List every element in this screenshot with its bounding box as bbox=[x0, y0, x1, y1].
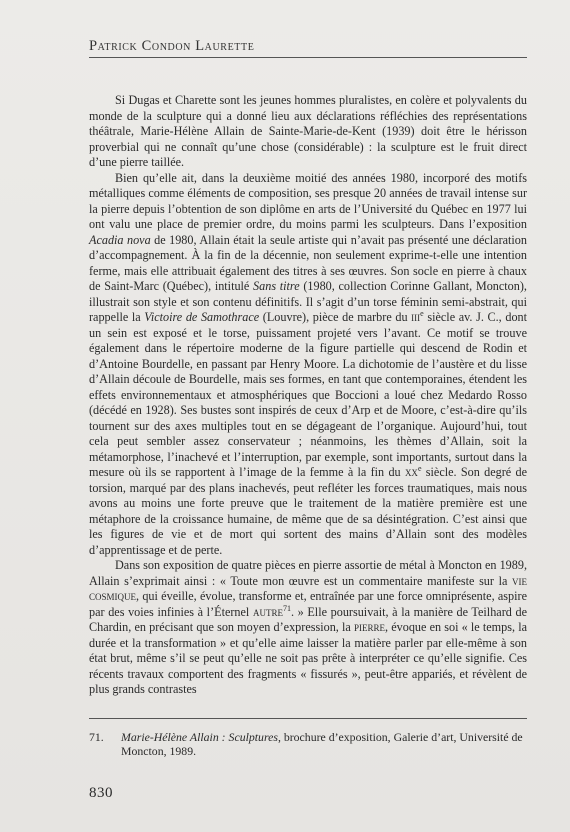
footnote-text: , brochure d’exposition, Galerie d’art, Université de Moncton, 1989. bbox=[121, 730, 523, 758]
p2-text-c: (1980, collection Corinne Gallant, Moncton), illustrait son style et son contenu définitifs. Il s’agit d’un torse féminin semi-abstrait, qui rappelle la bbox=[89, 279, 527, 324]
term-pierre: pierre bbox=[353, 620, 385, 634]
footnote-number: 71. bbox=[89, 730, 104, 744]
paragraph-2 bbox=[89, 171, 527, 559]
p2-text-a: Bien qu’elle ait, dans la deuxième moitié des années 1980, incorporé des motifs métalliques comme éléments de composition, ses presque 20 années de travail intense sur la pierre depuis l’obtention de son diplôme en arts de l’Université du Québec en 1977 lui ont valu une place de premier ordre, du moins parmi les sculpteurs. Dans l’exposition bbox=[89, 170, 527, 231]
p2-text-e: siècle av. J. C., dont un sein est exposé et le torse, puissament projeté vers l’avant. Ce motif se trouve également dans le répertoire moderne de la figure partielle qui descend de Rodin et d’Antoine Bourdelle, en passant par Henry Moore. La dichotomie de l’austère et du lisse d’Allain découle de Bourdelle, mais ses formes, en tant que contemporaines, étendent les effets environnementaux et atmosphériques que Boccioni a loué chez Medardo Rosso (décédé en 1928). Ses bustes sont inspirés de ceux d’Arp et de Moore, c’est-à-dire qu’ils tournent sur des axes multiples tout en se dégageant de l’organique. Aujourd’hui, tout cela peut sembler assez conservateur ; néanmoins, les thèmes d’Allain, soit la métamorphose, l’inachevé et l’interruption, par exemple, sont importants, surtout dans la mesure où ils se rapportent à l’image de la femme à la fin du bbox=[89, 310, 528, 479]
century-numeral-20: xx bbox=[404, 465, 418, 479]
page-number: 830 bbox=[89, 785, 113, 801]
term-autre: autre bbox=[252, 604, 283, 619]
paragraph-3 bbox=[89, 558, 527, 698]
title-acadia-nova: Acadia nova bbox=[89, 232, 151, 247]
title-victoire-samothrace: Victoire de Samothrace bbox=[144, 310, 260, 324]
century-suffix-2: e bbox=[417, 463, 422, 473]
footnote-ref-71: 71 bbox=[282, 603, 291, 613]
footnote-rule bbox=[89, 718, 527, 719]
running-header: Patrick Condon Laurette bbox=[89, 38, 255, 54]
p3-text-c: . » Elle poursuivait, à la manière de Teilhard de Chardin, en précisant que son moyen d’expression, la bbox=[89, 604, 527, 634]
term-vie-cosmique: vie cosmique bbox=[89, 573, 527, 603]
footnote-body bbox=[121, 730, 527, 758]
p3-text-b: , qui éveille, évolue, transforme et, entraînée par une force omniprésente, aspire par des voies infinies à l’Éternel bbox=[89, 589, 527, 619]
p2-text-f: siècle. Son degré de torsion, marqué par des plans inachevés, peut refléter les forces traumatiques, mais nous avons au moins une forte preuve que le traitement de la matière première est une métaphore de la croissance humaine, de même que de sa désintégration. C’est ainsi que les figures de vie et de mort qui sortent des mains d’Allain sont des modèles d’apprentissage et de perte. bbox=[89, 465, 527, 557]
p3-text-d: , évoque en soi « le temps, la durée et la transformation » et qu’elle aime laisser la matière parler par elle-même à son état brut, même s’il se peut qu’elle ne soit pas prête à interpréter ce qu’elle signifie. Ces récents travaux comportent des fragments « fissurés », peut-être appariés, et révèlent de plus grands contrastes bbox=[89, 620, 527, 696]
header-rule bbox=[89, 57, 527, 58]
footnote-title: Marie-Hélène Allain : Sculptures bbox=[121, 730, 278, 744]
paragraph-1-text: Si Dugas et Charette sont les jeunes hommes pluralistes, en colère et polyvalents du monde de la sculpture qui a donné lieu aux déclarations réfléchies des représentations théâtrale, Marie-Hélène Allain de Sainte-Marie-de-Kent (1939) doit être le hérisson proverbial qui ne connaît qu’une chose (considérable) : la sculpture est le fruit direct d’une pierre taillée. bbox=[89, 93, 527, 169]
p2-text-d: (Louvre), pièce de marbre du bbox=[259, 310, 412, 324]
century-numeral-3: iii bbox=[411, 310, 421, 324]
footnote-71 bbox=[89, 730, 527, 758]
body-text bbox=[89, 93, 527, 698]
title-sans-titre: Sans titre bbox=[253, 279, 300, 293]
paragraph-1 bbox=[89, 93, 527, 171]
century-suffix-1: e bbox=[420, 308, 424, 318]
p2-text-b: de 1980, Allain était la seule artiste qui n’avait pas présenté une déclaration d’accompagnement. À la fin de la décennie, non seulement exprime-t-elle une intention ferme, mais elle attribuait également des titres à ses œuvres. Son socle en pierre à chaux de Saint-Marc (Québec), intitulé bbox=[89, 232, 527, 293]
p3-text-a: Dans son exposition de quatre pièces en pierre assortie de métal à Moncton en 1989, Allain s’exprimait ainsi : « Toute mon œuvre est un commentaire manifeste sur la bbox=[89, 558, 527, 588]
